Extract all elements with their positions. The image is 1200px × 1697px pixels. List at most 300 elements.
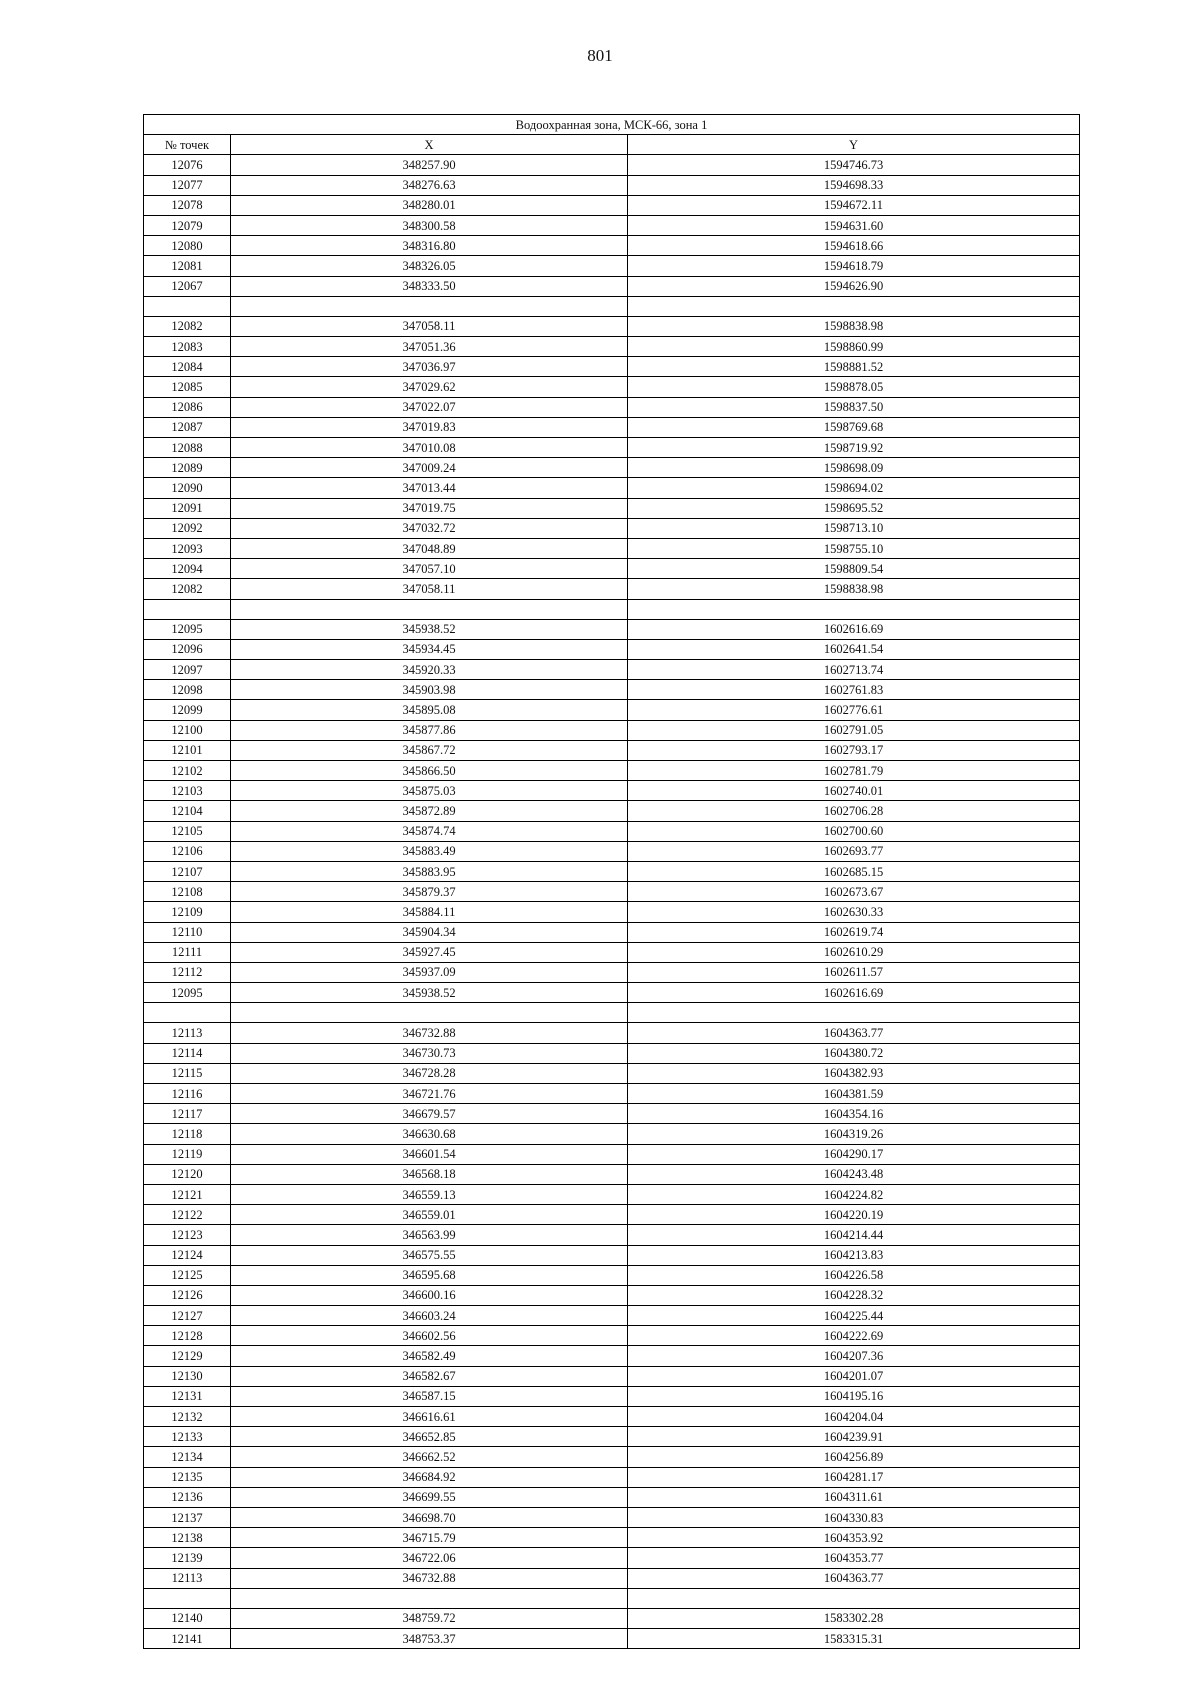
cell-x: 347051.36 <box>231 337 628 357</box>
cell-y: 1594631.60 <box>628 215 1080 235</box>
cell-x <box>231 1588 628 1608</box>
table-row <box>144 1326 1080 1346</box>
cell-point-number: 12102 <box>144 761 231 781</box>
table-row <box>144 1548 1080 1568</box>
cell-y: 1602776.61 <box>628 700 1080 720</box>
cell-y: 1604330.83 <box>628 1507 1080 1527</box>
cell-y <box>628 296 1080 316</box>
cell-x: 346630.68 <box>231 1124 628 1144</box>
cell-point-number: 12124 <box>144 1245 231 1265</box>
table-row <box>144 1023 1080 1043</box>
cell-x <box>231 296 628 316</box>
cell-x: 345872.89 <box>231 801 628 821</box>
cell-y: 1602761.83 <box>628 680 1080 700</box>
table-row <box>144 922 1080 942</box>
table-row <box>144 801 1080 821</box>
table-row <box>144 902 1080 922</box>
table-row <box>144 821 1080 841</box>
cell-point-number: 12123 <box>144 1225 231 1245</box>
cell-y: 1604239.91 <box>628 1427 1080 1447</box>
cell-point-number: 12108 <box>144 882 231 902</box>
cell-point-number: 12098 <box>144 680 231 700</box>
cell-x <box>231 1003 628 1023</box>
cell-x: 346595.68 <box>231 1265 628 1285</box>
cell-point-number: 12110 <box>144 922 231 942</box>
cell-y: 1602781.79 <box>628 761 1080 781</box>
cell-y: 1598695.52 <box>628 498 1080 518</box>
table-row <box>144 740 1080 760</box>
cell-x: 347013.44 <box>231 478 628 498</box>
cell-x: 346587.15 <box>231 1386 628 1406</box>
table-header-row <box>144 135 1080 155</box>
cell-point-number <box>144 1588 231 1608</box>
cell-x: 346559.13 <box>231 1184 628 1204</box>
cell-y: 1604243.48 <box>628 1164 1080 1184</box>
cell-x: 346559.01 <box>231 1205 628 1225</box>
cell-point-number: 12113 <box>144 1023 231 1043</box>
cell-point-number: 12119 <box>144 1144 231 1164</box>
cell-y <box>628 1588 1080 1608</box>
cell-y: 1604228.32 <box>628 1285 1080 1305</box>
cell-y <box>628 1003 1080 1023</box>
cell-x: 347058.11 <box>231 316 628 336</box>
cell-point-number: 12082 <box>144 579 231 599</box>
cell-y: 1598694.02 <box>628 478 1080 498</box>
cell-point-number: 12094 <box>144 559 231 579</box>
cell-point-number: 12129 <box>144 1346 231 1366</box>
cell-point-number: 12067 <box>144 276 231 296</box>
cell-y: 1604226.58 <box>628 1265 1080 1285</box>
cell-point-number: 12092 <box>144 518 231 538</box>
table-row <box>144 1043 1080 1063</box>
cell-point-number <box>144 1003 231 1023</box>
cell-y: 1604354.16 <box>628 1104 1080 1124</box>
cell-x: 347010.08 <box>231 438 628 458</box>
cell-point-number: 12087 <box>144 417 231 437</box>
cell-x: 346582.67 <box>231 1366 628 1386</box>
cell-x <box>231 599 628 619</box>
table-row <box>144 155 1080 175</box>
table-row <box>144 195 1080 215</box>
cell-y: 1604319.26 <box>628 1124 1080 1144</box>
table-row <box>144 1124 1080 1144</box>
cell-point-number: 12115 <box>144 1063 231 1083</box>
table-row <box>144 256 1080 276</box>
cell-y: 1602693.77 <box>628 841 1080 861</box>
cell-x: 348280.01 <box>231 195 628 215</box>
cell-x: 345867.72 <box>231 740 628 760</box>
table-row <box>144 1386 1080 1406</box>
cell-point-number: 12138 <box>144 1528 231 1548</box>
cell-x: 346732.88 <box>231 1023 628 1043</box>
cell-point-number: 12105 <box>144 821 231 841</box>
table-row <box>144 559 1080 579</box>
table-row <box>144 1063 1080 1083</box>
table-row <box>144 518 1080 538</box>
cell-point-number: 12081 <box>144 256 231 276</box>
cell-y: 1594672.11 <box>628 195 1080 215</box>
table-row <box>144 1407 1080 1427</box>
cell-point-number: 12076 <box>144 155 231 175</box>
table-row <box>144 478 1080 498</box>
cell-y: 1602619.74 <box>628 922 1080 942</box>
cell-point-number: 12120 <box>144 1164 231 1184</box>
table-row <box>144 498 1080 518</box>
cell-point-number <box>144 296 231 316</box>
cell-y <box>628 599 1080 619</box>
cell-x: 346568.18 <box>231 1164 628 1184</box>
cell-y: 1604380.72 <box>628 1043 1080 1063</box>
cell-x: 345879.37 <box>231 882 628 902</box>
cell-y: 1604353.77 <box>628 1548 1080 1568</box>
cell-y: 1604195.16 <box>628 1386 1080 1406</box>
cell-x: 347029.62 <box>231 377 628 397</box>
cell-point-number: 12103 <box>144 781 231 801</box>
cell-y: 1604353.92 <box>628 1528 1080 1548</box>
table-row <box>144 1507 1080 1527</box>
cell-y: 1604222.69 <box>628 1326 1080 1346</box>
cell-x: 345874.74 <box>231 821 628 841</box>
cell-x: 348753.37 <box>231 1629 628 1649</box>
cell-y: 1604363.77 <box>628 1568 1080 1588</box>
table-title: Водоохранная зона, МСК-66, зона 1 <box>144 115 1080 135</box>
table-row <box>144 579 1080 599</box>
table-row <box>144 639 1080 659</box>
cell-x: 347058.11 <box>231 579 628 599</box>
cell-y: 1602740.01 <box>628 781 1080 801</box>
cell-point-number: 12118 <box>144 1124 231 1144</box>
cell-y: 1604225.44 <box>628 1306 1080 1326</box>
cell-y: 1594746.73 <box>628 155 1080 175</box>
cell-point-number: 12132 <box>144 1407 231 1427</box>
cell-y: 1602793.17 <box>628 740 1080 760</box>
cell-y: 1604213.83 <box>628 1245 1080 1265</box>
cell-point-number: 12095 <box>144 983 231 1003</box>
cell-y: 1598719.92 <box>628 438 1080 458</box>
cell-point-number: 12099 <box>144 700 231 720</box>
cell-y: 1604256.89 <box>628 1447 1080 1467</box>
cell-point-number: 12083 <box>144 337 231 357</box>
table-row <box>144 1487 1080 1507</box>
table-row <box>144 841 1080 861</box>
table-row <box>144 1265 1080 1285</box>
cell-y: 1598809.54 <box>628 559 1080 579</box>
cell-x: 346601.54 <box>231 1144 628 1164</box>
table-row <box>144 1427 1080 1447</box>
cell-y: 1598769.68 <box>628 417 1080 437</box>
cell-x: 346732.88 <box>231 1568 628 1588</box>
cell-y: 1604311.61 <box>628 1487 1080 1507</box>
cell-y: 1602713.74 <box>628 660 1080 680</box>
cell-point-number: 12137 <box>144 1507 231 1527</box>
cell-y: 1598838.98 <box>628 579 1080 599</box>
cell-point-number: 12116 <box>144 1084 231 1104</box>
cell-x: 345920.33 <box>231 660 628 680</box>
cell-point-number: 12135 <box>144 1467 231 1487</box>
cell-x: 348316.80 <box>231 236 628 256</box>
cell-point-number: 12100 <box>144 720 231 740</box>
cell-x: 346575.55 <box>231 1245 628 1265</box>
cell-x: 346728.28 <box>231 1063 628 1083</box>
table-row <box>144 882 1080 902</box>
table-row <box>144 599 1080 619</box>
cell-y: 1598838.98 <box>628 316 1080 336</box>
table-row <box>144 215 1080 235</box>
cell-x: 347057.10 <box>231 559 628 579</box>
table-row <box>144 1346 1080 1366</box>
cell-y: 1602616.69 <box>628 983 1080 1003</box>
cell-x: 347032.72 <box>231 518 628 538</box>
cell-y: 1602673.67 <box>628 882 1080 902</box>
cell-x: 347036.97 <box>231 357 628 377</box>
cell-point-number: 12097 <box>144 660 231 680</box>
table-row <box>144 1144 1080 1164</box>
table-row <box>144 761 1080 781</box>
cell-x: 346721.76 <box>231 1084 628 1104</box>
cell-x: 345903.98 <box>231 680 628 700</box>
cell-x: 345938.52 <box>231 619 628 639</box>
cell-point-number: 12093 <box>144 538 231 558</box>
table-row <box>144 417 1080 437</box>
cell-point-number: 12112 <box>144 962 231 982</box>
cell-y: 1604381.59 <box>628 1084 1080 1104</box>
cell-x: 345875.03 <box>231 781 628 801</box>
cell-y: 1598698.09 <box>628 458 1080 478</box>
cell-x: 345934.45 <box>231 639 628 659</box>
cell-point-number: 12127 <box>144 1306 231 1326</box>
table-row <box>144 720 1080 740</box>
cell-x: 346698.70 <box>231 1507 628 1527</box>
cell-x: 346602.56 <box>231 1326 628 1346</box>
cell-point-number: 12140 <box>144 1608 231 1628</box>
cell-x: 345883.95 <box>231 861 628 881</box>
cell-x: 347048.89 <box>231 538 628 558</box>
table-row <box>144 1245 1080 1265</box>
table-row <box>144 781 1080 801</box>
cell-x: 346679.57 <box>231 1104 628 1124</box>
table-row <box>144 357 1080 377</box>
table-row <box>144 1366 1080 1386</box>
cell-y: 1602611.57 <box>628 962 1080 982</box>
table-row <box>144 1225 1080 1245</box>
cell-y: 1604201.07 <box>628 1366 1080 1386</box>
cell-x: 348276.63 <box>231 175 628 195</box>
column-header-point-number: № точек <box>144 135 231 155</box>
table-row <box>144 1285 1080 1305</box>
cell-point-number: 12096 <box>144 639 231 659</box>
cell-y: 1604224.82 <box>628 1184 1080 1204</box>
table-row <box>144 1306 1080 1326</box>
cell-x: 345895.08 <box>231 700 628 720</box>
cell-y: 1602641.54 <box>628 639 1080 659</box>
cell-point-number: 12089 <box>144 458 231 478</box>
cell-y: 1594698.33 <box>628 175 1080 195</box>
cell-point-number: 12131 <box>144 1386 231 1406</box>
table-row <box>144 276 1080 296</box>
cell-point-number: 12079 <box>144 215 231 235</box>
cell-point-number: 12126 <box>144 1285 231 1305</box>
cell-x: 345883.49 <box>231 841 628 861</box>
cell-point-number: 12122 <box>144 1205 231 1225</box>
cell-x: 348300.58 <box>231 215 628 235</box>
cell-point-number: 12109 <box>144 902 231 922</box>
table-row <box>144 1588 1080 1608</box>
cell-point-number: 12130 <box>144 1366 231 1386</box>
cell-y: 1583315.31 <box>628 1629 1080 1649</box>
cell-x: 345938.52 <box>231 983 628 1003</box>
cell-x: 348257.90 <box>231 155 628 175</box>
cell-y: 1602706.28 <box>628 801 1080 821</box>
cell-point-number: 12090 <box>144 478 231 498</box>
cell-y: 1604214.44 <box>628 1225 1080 1245</box>
cell-x: 345904.34 <box>231 922 628 942</box>
cell-point-number: 12107 <box>144 861 231 881</box>
table-row <box>144 942 1080 962</box>
table-row <box>144 1205 1080 1225</box>
column-header-x: X <box>231 135 628 155</box>
cell-x: 346616.61 <box>231 1407 628 1427</box>
cell-point-number: 12082 <box>144 316 231 336</box>
table-row <box>144 861 1080 881</box>
cell-y: 1604281.17 <box>628 1467 1080 1487</box>
cell-point-number: 12086 <box>144 397 231 417</box>
table-row <box>144 983 1080 1003</box>
table-row <box>144 1104 1080 1124</box>
cell-y: 1602630.33 <box>628 902 1080 922</box>
cell-point-number: 12114 <box>144 1043 231 1063</box>
table-row <box>144 1568 1080 1588</box>
table-row <box>144 337 1080 357</box>
cell-x: 346715.79 <box>231 1528 628 1548</box>
cell-y: 1598713.10 <box>628 518 1080 538</box>
cell-y: 1602610.29 <box>628 942 1080 962</box>
cell-x: 347009.24 <box>231 458 628 478</box>
cell-x: 346582.49 <box>231 1346 628 1366</box>
cell-y: 1583302.28 <box>628 1608 1080 1628</box>
cell-x: 346652.85 <box>231 1427 628 1447</box>
cell-y: 1604382.93 <box>628 1063 1080 1083</box>
cell-point-number <box>144 599 231 619</box>
cell-point-number: 12080 <box>144 236 231 256</box>
cell-x: 347022.07 <box>231 397 628 417</box>
cell-y: 1598878.05 <box>628 377 1080 397</box>
table-row <box>144 1447 1080 1467</box>
table-row <box>144 316 1080 336</box>
cell-x: 348326.05 <box>231 256 628 276</box>
cell-x: 346699.55 <box>231 1487 628 1507</box>
table-row <box>144 377 1080 397</box>
cell-y: 1594618.66 <box>628 236 1080 256</box>
cell-y: 1604207.36 <box>628 1346 1080 1366</box>
cell-point-number: 12078 <box>144 195 231 215</box>
cell-y: 1598755.10 <box>628 538 1080 558</box>
table-row <box>144 1629 1080 1649</box>
table-row <box>144 1084 1080 1104</box>
table-row <box>144 1467 1080 1487</box>
table-row <box>144 1528 1080 1548</box>
cell-y: 1602700.60 <box>628 821 1080 841</box>
table-row <box>144 175 1080 195</box>
cell-point-number: 12101 <box>144 740 231 760</box>
cell-point-number: 12117 <box>144 1104 231 1124</box>
cell-y: 1604290.17 <box>628 1144 1080 1164</box>
cell-point-number: 12139 <box>144 1548 231 1568</box>
cell-x: 346730.73 <box>231 1043 628 1063</box>
cell-point-number: 12121 <box>144 1184 231 1204</box>
table-title-row <box>144 115 1080 135</box>
cell-point-number: 12111 <box>144 942 231 962</box>
cell-point-number: 12077 <box>144 175 231 195</box>
cell-x: 345927.45 <box>231 942 628 962</box>
cell-y: 1594626.90 <box>628 276 1080 296</box>
cell-y: 1604220.19 <box>628 1205 1080 1225</box>
cell-point-number: 12088 <box>144 438 231 458</box>
cell-x: 346563.99 <box>231 1225 628 1245</box>
page-number: 801 <box>587 46 613 65</box>
table-row <box>144 438 1080 458</box>
table-row <box>144 296 1080 316</box>
cell-x: 346722.06 <box>231 1548 628 1568</box>
table-row <box>144 397 1080 417</box>
cell-y: 1598860.99 <box>628 337 1080 357</box>
cell-point-number: 12104 <box>144 801 231 821</box>
cell-x: 345937.09 <box>231 962 628 982</box>
cell-point-number: 12133 <box>144 1427 231 1447</box>
table-row <box>144 1003 1080 1023</box>
cell-point-number: 12091 <box>144 498 231 518</box>
cell-y: 1602791.05 <box>628 720 1080 740</box>
cell-x: 347019.83 <box>231 417 628 437</box>
table-row <box>144 236 1080 256</box>
cell-point-number: 12141 <box>144 1629 231 1649</box>
cell-x: 348759.72 <box>231 1608 628 1628</box>
cell-x: 347019.75 <box>231 498 628 518</box>
cell-x: 345884.11 <box>231 902 628 922</box>
table-body <box>144 155 1080 1649</box>
cell-y: 1594618.79 <box>628 256 1080 276</box>
table-row <box>144 1184 1080 1204</box>
table-row <box>144 680 1080 700</box>
cell-point-number: 12125 <box>144 1265 231 1285</box>
cell-y: 1604363.77 <box>628 1023 1080 1043</box>
cell-point-number: 12134 <box>144 1447 231 1467</box>
cell-point-number: 12136 <box>144 1487 231 1507</box>
cell-y: 1602616.69 <box>628 619 1080 639</box>
cell-y: 1604204.04 <box>628 1407 1080 1427</box>
cell-x: 345877.86 <box>231 720 628 740</box>
cell-x: 346662.52 <box>231 1447 628 1467</box>
cell-point-number: 12106 <box>144 841 231 861</box>
cell-x: 346600.16 <box>231 1285 628 1305</box>
column-header-y: Y <box>628 135 1080 155</box>
table-row <box>144 458 1080 478</box>
cell-point-number: 12128 <box>144 1326 231 1346</box>
table-row <box>144 1608 1080 1628</box>
table-row <box>144 538 1080 558</box>
cell-x: 348333.50 <box>231 276 628 296</box>
cell-x: 345866.50 <box>231 761 628 781</box>
cell-x: 346684.92 <box>231 1467 628 1487</box>
cell-y: 1598881.52 <box>628 357 1080 377</box>
table-row <box>144 660 1080 680</box>
cell-point-number: 12084 <box>144 357 231 377</box>
table-row <box>144 962 1080 982</box>
cell-y: 1598837.50 <box>628 397 1080 417</box>
table-row <box>144 1164 1080 1184</box>
coordinates-table <box>143 114 1080 1649</box>
table-row <box>144 700 1080 720</box>
cell-point-number: 12095 <box>144 619 231 639</box>
